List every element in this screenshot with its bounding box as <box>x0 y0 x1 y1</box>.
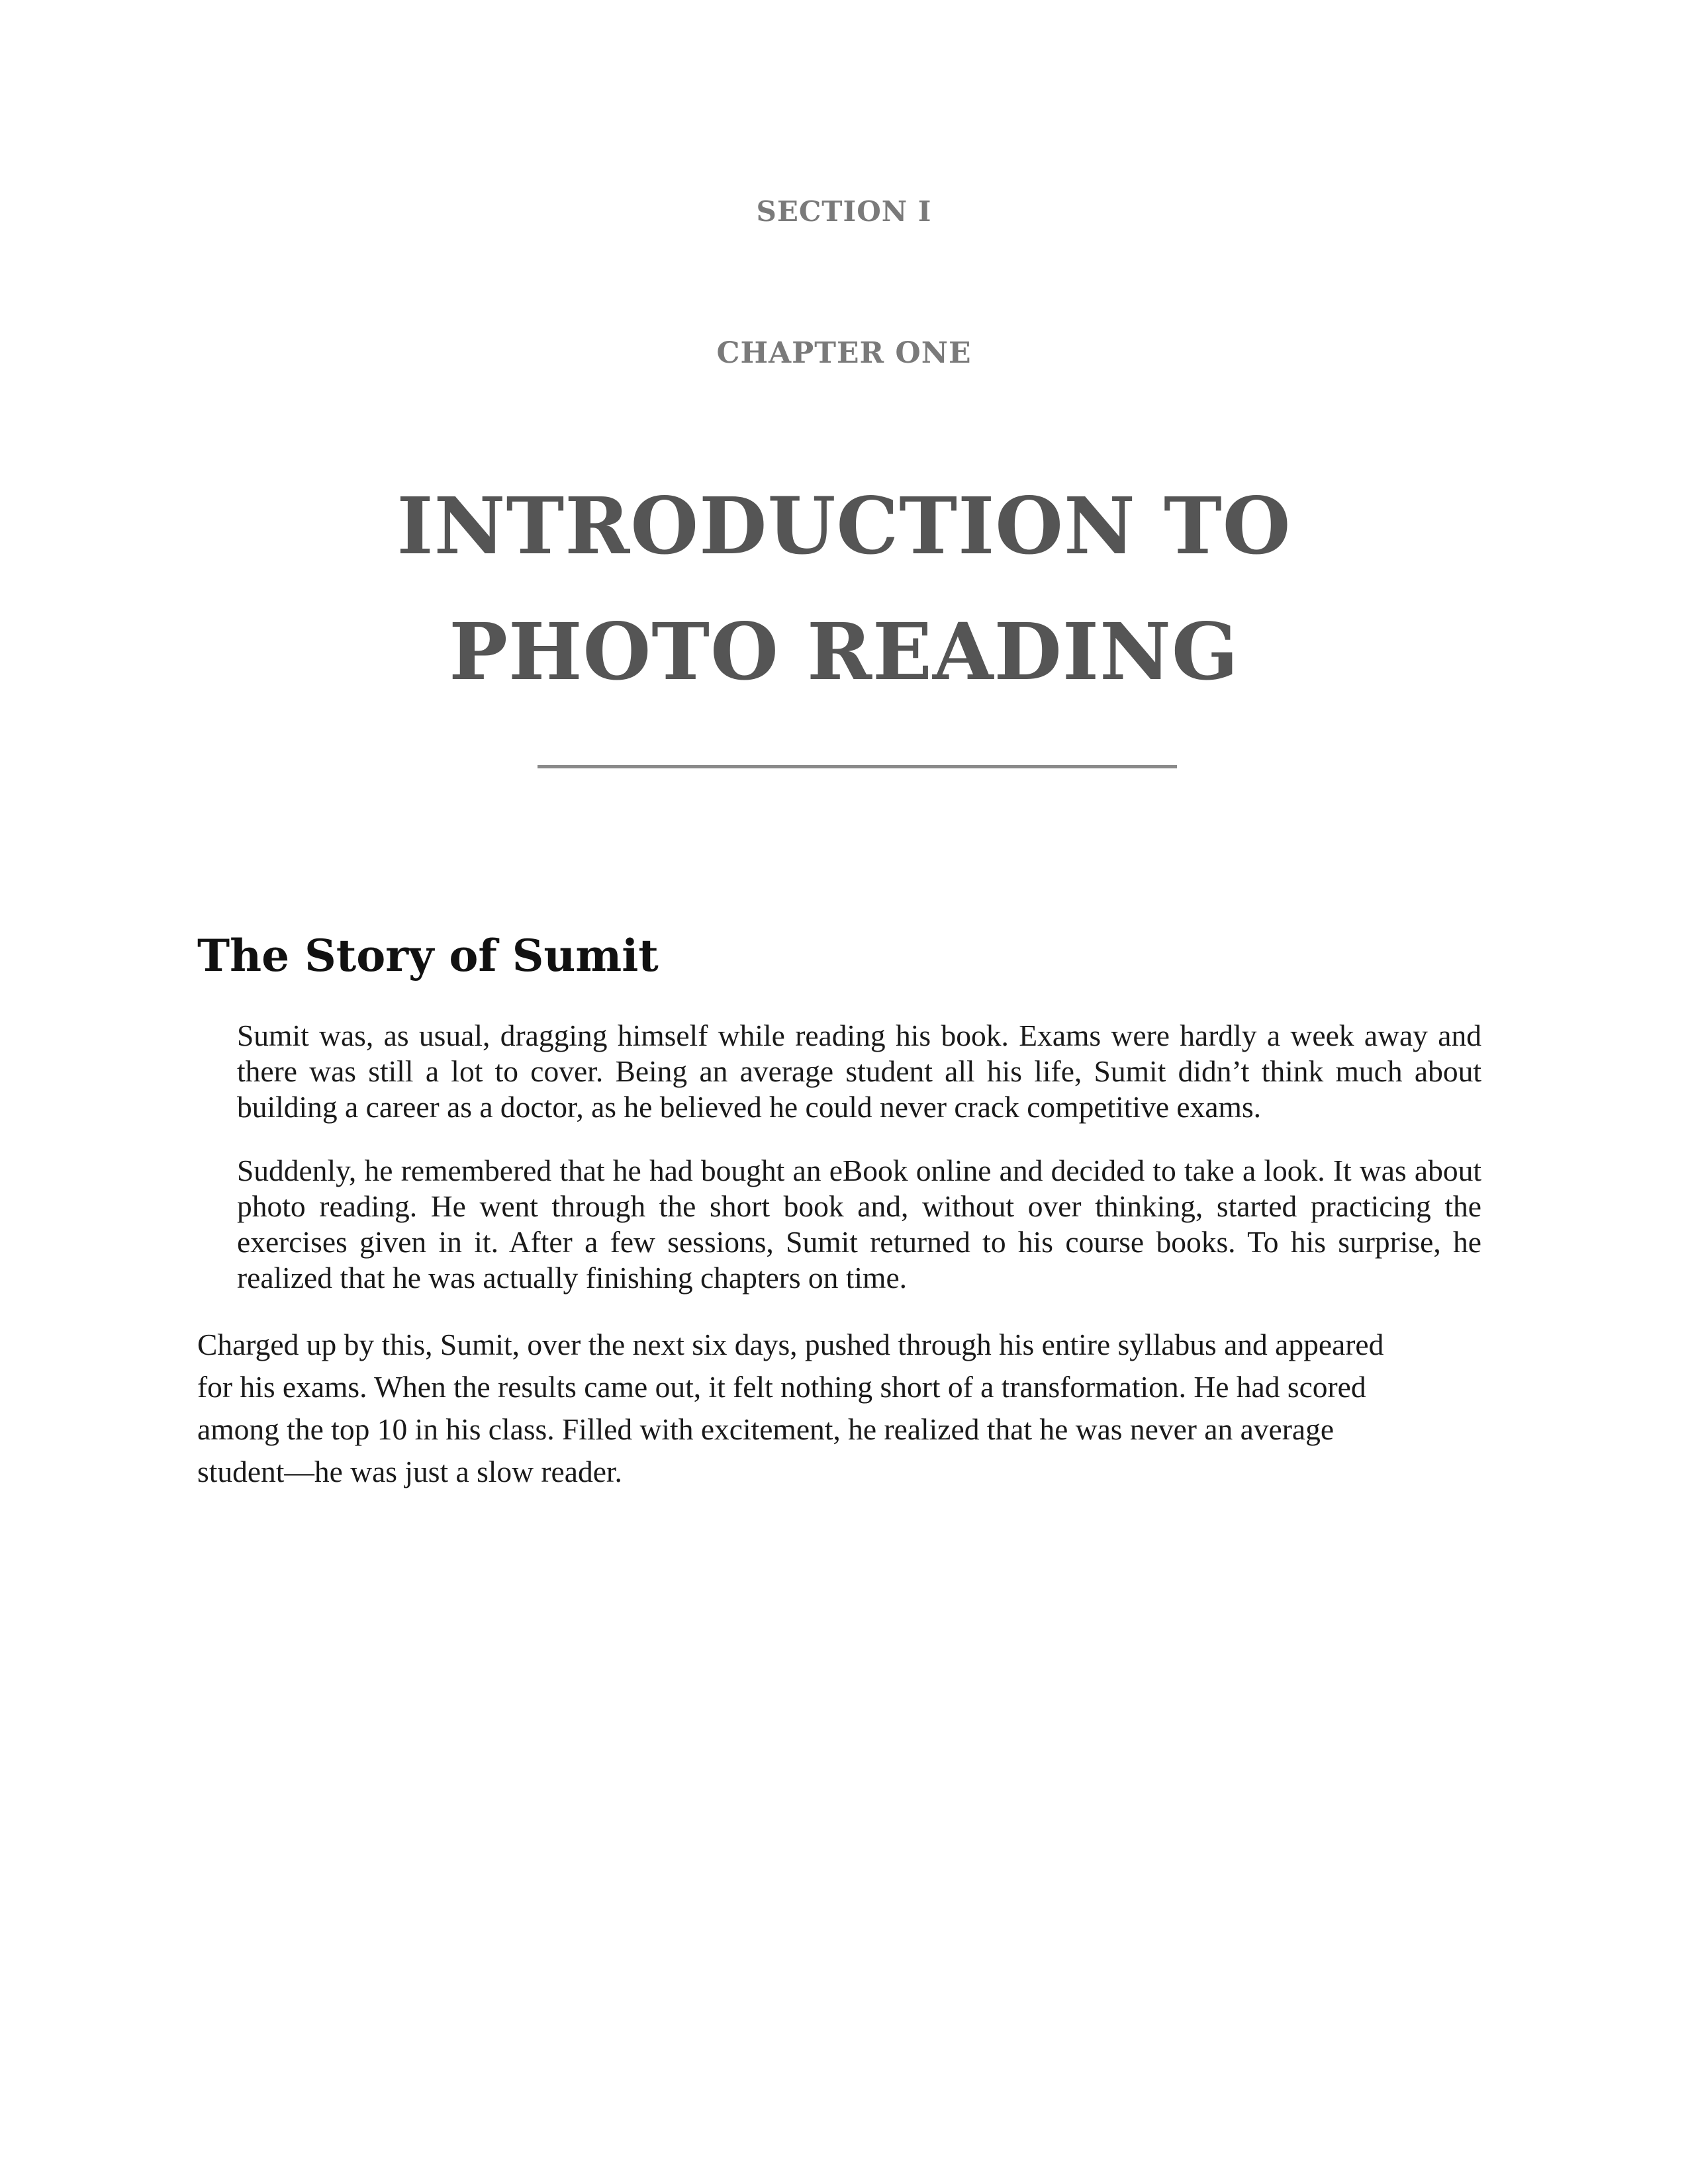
chapter-title-line-2: PHOTO READING <box>449 606 1239 698</box>
story-closing-paragraph <box>197 1324 1468 1493</box>
chapter-label: CHAPTER ONE <box>716 336 972 370</box>
story-heading: The Story of Sumit <box>197 930 659 981</box>
story-paragraph-2: Suddenly, he remembered that he had bought an eBook online and decided to take a look. It was about photo reading. He went through the short book and, without over thinking, started practicing the exercises given in it. After a few sessions, Sumit returned to his course books. To his surprise, he realized that he was actually finishing chapters on time. <box>237 1154 1481 1295</box>
chapter-title-line-1: INTRODUCTION TO <box>397 480 1291 572</box>
closing-line-1: Charged up by this, Sumit, over the next six days, pushed through his entire syllabus and appeared <box>197 1328 1384 1361</box>
story-paragraph-1: Sumit was, as usual, dragging himself while reading his book. Exams were hardly a week away and there was still a lot to cover. Being an average student all his life, Sumit didn’t think much about building a career as a doctor, as he believed he could never crack competitive exams. <box>237 1019 1481 1124</box>
section-label: SECTION I <box>756 195 932 228</box>
closing-line-2: for his exams. When the results came out, it felt nothing short of a transformation. He had scored <box>197 1370 1366 1404</box>
title-divider <box>538 765 1177 768</box>
closing-line-3: among the top 10 in his class. Filled with excitement, he realized that he was never an average <box>197 1412 1335 1446</box>
closing-line-4: student—he was just a slow reader. <box>197 1455 622 1488</box>
chapter-title <box>0 463 1688 715</box>
